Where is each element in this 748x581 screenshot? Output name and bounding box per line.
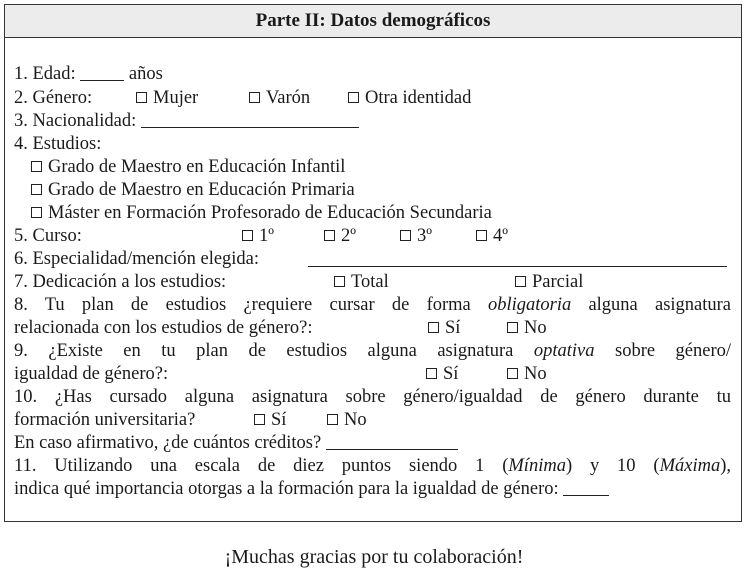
- gender-option-mujer[interactable]: Mujer: [136, 87, 198, 110]
- checkbox-icon[interactable]: [507, 368, 518, 379]
- q10-option-si[interactable]: Sí: [254, 409, 286, 432]
- course-option-3[interactable]: 3º: [400, 225, 432, 248]
- q11-line1: 11. Utilizando una escala de diez puntos siendo 1 (Mínima) y 10 (Máxima),: [14, 456, 731, 476]
- dedication-option-total[interactable]: Total: [334, 271, 389, 294]
- importance-input[interactable]: [563, 478, 609, 496]
- thanks-message: ¡Muchas gracias por tu colaboración!: [224, 546, 524, 568]
- studies-option-master[interactable]: Máster en Formación Profesorado de Educación Secundaria: [31, 202, 731, 225]
- nationality-input[interactable]: [141, 110, 359, 128]
- q5-course: [14, 225, 731, 248]
- course-option-2[interactable]: 2º: [324, 225, 356, 248]
- q9-line2: igualdad de género?: Sí No: [14, 364, 547, 384]
- q7-dedication: [14, 271, 731, 294]
- checkbox-icon[interactable]: [428, 322, 439, 333]
- studies-option-infantil[interactable]: Grado de Maestro en Educación Infantil: [31, 156, 731, 179]
- form-title: Parte II: Datos demográficos: [5, 5, 741, 38]
- checkbox-icon[interactable]: [515, 276, 526, 287]
- q3-label: 3. Nacionalidad:: [14, 111, 137, 131]
- q9-option-no[interactable]: No: [507, 363, 547, 386]
- checkbox-icon[interactable]: [426, 368, 437, 379]
- credits-input[interactable]: [326, 432, 458, 450]
- checkbox-icon[interactable]: [249, 92, 260, 103]
- q2-gender: [14, 87, 731, 110]
- q10-option-no[interactable]: No: [327, 409, 367, 432]
- checkbox-icon[interactable]: [324, 230, 335, 241]
- checkbox-icon[interactable]: [136, 92, 147, 103]
- q6-label: 6. Especialidad/mención elegida:: [14, 249, 260, 269]
- checkbox-icon[interactable]: [334, 276, 345, 287]
- checkbox-icon[interactable]: [31, 184, 42, 195]
- q8-emphasis: obligatoria: [487, 295, 572, 315]
- q8-line1: 8. Tu plan de estudios ¿requiere cursar de forma obligatoria alguna asignatura: [14, 295, 732, 315]
- checkbox-icon[interactable]: [254, 414, 265, 425]
- q8-option-si[interactable]: Sí: [428, 317, 460, 340]
- q8-line2: relacionada con los estudios de género?: Sí No: [14, 318, 547, 338]
- demographics-form: [4, 4, 742, 522]
- q9-option-si[interactable]: Sí: [426, 363, 458, 386]
- q8-option-no[interactable]: No: [507, 317, 547, 340]
- studies-option-primaria[interactable]: Grado de Maestro en Educación Primaria: [31, 179, 731, 202]
- checkbox-icon[interactable]: [242, 230, 253, 241]
- q9-line1: 9. ¿Existe en tu plan de estudios alguna asignatura optativa sobre género/: [14, 341, 732, 361]
- age-input[interactable]: [80, 63, 124, 81]
- q3-nationality: [14, 110, 731, 133]
- q1-suffix: años: [128, 64, 163, 84]
- checkbox-icon[interactable]: [327, 414, 338, 425]
- specialty-input[interactable]: [308, 248, 727, 267]
- checkbox-icon[interactable]: [507, 322, 518, 333]
- q6-specialty: [14, 248, 731, 271]
- gender-option-varon[interactable]: Varón: [249, 87, 310, 110]
- checkbox-icon[interactable]: [31, 161, 42, 172]
- q2-label: 2. Género:: [14, 88, 93, 108]
- course-option-1[interactable]: 1º: [242, 225, 274, 248]
- q10-line1: 10. ¿Has cursado alguna asignatura sobre género/igualdad de género durante tu: [14, 387, 731, 407]
- q1-age: [14, 63, 731, 86]
- checkbox-icon[interactable]: [31, 207, 42, 218]
- course-option-4[interactable]: 4º: [476, 225, 508, 248]
- q9-emphasis: optativa: [533, 341, 595, 361]
- q5-label: 5. Curso:: [14, 226, 82, 246]
- dedication-option-parcial[interactable]: Parcial: [515, 271, 583, 294]
- q4-studies-label: 4. Estudios:: [14, 134, 102, 154]
- gender-option-otra[interactable]: Otra identidad: [348, 87, 471, 110]
- q1-label: 1. Edad:: [14, 64, 76, 84]
- q7-label: 7. Dedicación a los estudios:: [14, 272, 227, 292]
- checkbox-icon[interactable]: [476, 230, 487, 241]
- q10-followup: En caso afirmativo, ¿de cuántos créditos?: [14, 432, 731, 455]
- q11-line2: indica qué importancia otorgas a la formación para la igualdad de género:: [14, 478, 731, 501]
- q10-line2: formación universitaria? Sí No: [14, 410, 367, 430]
- checkbox-icon[interactable]: [348, 92, 359, 103]
- checkbox-icon[interactable]: [400, 230, 411, 241]
